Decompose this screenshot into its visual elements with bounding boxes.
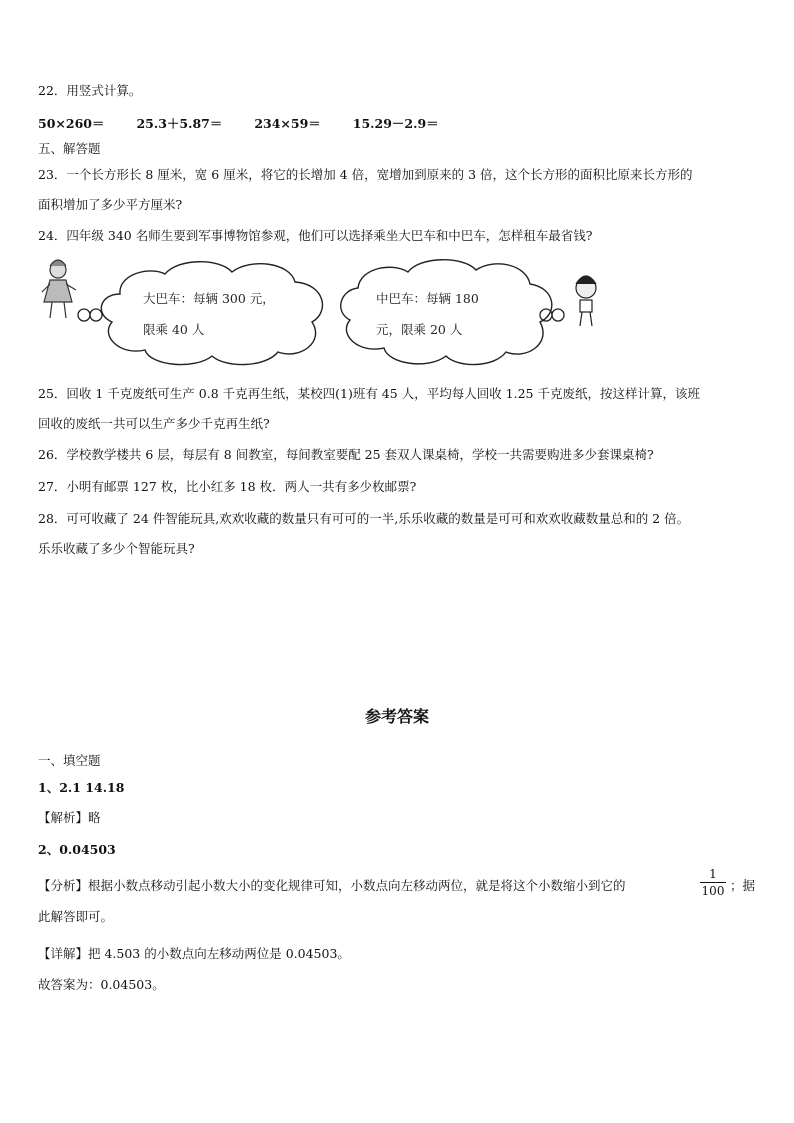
q23-line2: 面积增加了多少平方厘米? [38, 197, 183, 212]
answers-title: 参考答案 [364, 707, 429, 726]
boy-figure-icon [576, 276, 596, 326]
fraction-denominator: 100 [701, 884, 725, 898]
calc-item-3: 234×59＝ [254, 116, 321, 131]
q22-prompt: 22．用竖式计算。 [38, 83, 142, 98]
fraction-one-hundredth [700, 866, 726, 899]
answer-1-analysis: 【解析】略 [38, 810, 101, 825]
q28-line1: 28．可可收藏了 24 件智能玩具,欢欢收藏的数量只有可可的一半,乐乐收藏的数量是可可和欢欢收藏数量总和的 2 倍。 [38, 511, 690, 526]
mid-bus-text-2: 元，限乘 20 人 [376, 322, 463, 337]
mid-bus-text-1: 中巴车：每辆 180 [376, 291, 479, 306]
q22-calc-row [38, 115, 467, 133]
q25-line1: 25．回收 1 千克废纸可生产 0.8 千克再生纸，某校四(1)班有 45 人，平均每人回收 1.25 千克废纸，按这样计算，该班 [38, 386, 700, 401]
q28-line2: 乐乐收藏了多少个智能玩具? [38, 541, 195, 556]
q26-text: 26．学校教学楼共 6 层，每层有 8 间教室，每间教室要配 25 套双人课桌椅，学校一共需要购进多少套课桌椅? [38, 447, 654, 462]
answer-2-analysis-tail: ；据 [730, 878, 756, 893]
calc-item-1: 50×260＝ [38, 116, 105, 131]
big-bus-cloud [101, 262, 322, 365]
section-heading-5: 五、解答题 [38, 141, 101, 156]
answer-1: 1、2.1 14.18 [38, 780, 125, 795]
answer-2-detail: 【详解】把 4.503 的小数点向左移动两位是 0.04503。 [38, 946, 350, 961]
answer-2-analysis-line1: 【分析】根据小数点移动引起小数大小的变化规律可知，小数点向左移动两位，就是将这个小数缩小到它的 [38, 878, 626, 893]
calc-item-4: 15.29－2.9＝ [352, 116, 439, 131]
q24-text: 24．四年级 340 名师生要到军事博物馆参观，他们可以选择乘坐大巴车和中巴车，怎样租车最省钱? [38, 228, 593, 243]
calc-item-2: 25.3＋5.87＝ [136, 116, 223, 131]
q23-line1: 23．一个长方形长 8 厘米，宽 6 厘米，将它的长增加 4 倍，宽增加到原来的 3 倍，这个长方形的面积比原来长方形的 [38, 167, 693, 182]
answer-2: 2、0.04503 [38, 842, 116, 857]
girl-figure-icon [42, 260, 76, 318]
q24-illustration [0, 252, 794, 372]
answers-section-1: 一、填空题 [38, 753, 101, 768]
mid-bus-cloud [341, 260, 552, 365]
answer-2-conclusion: 故答案为：0.04503。 [38, 977, 165, 992]
left-thought-connector [78, 309, 102, 321]
fraction-numerator: 1 [709, 867, 717, 881]
big-bus-text-1: 大巴车：每辆 300 元， [143, 291, 275, 306]
answer-2-analysis-line2: 此解答即可。 [38, 909, 114, 924]
big-bus-text-2: 限乘 40 人 [143, 322, 205, 337]
q27-text: 27．小明有邮票 127 枚，比小红多 18 枚．两人一共有多少枚邮票? [38, 479, 417, 494]
q25-line2: 回收的废纸一共可以生产多少千克再生纸? [38, 416, 270, 431]
